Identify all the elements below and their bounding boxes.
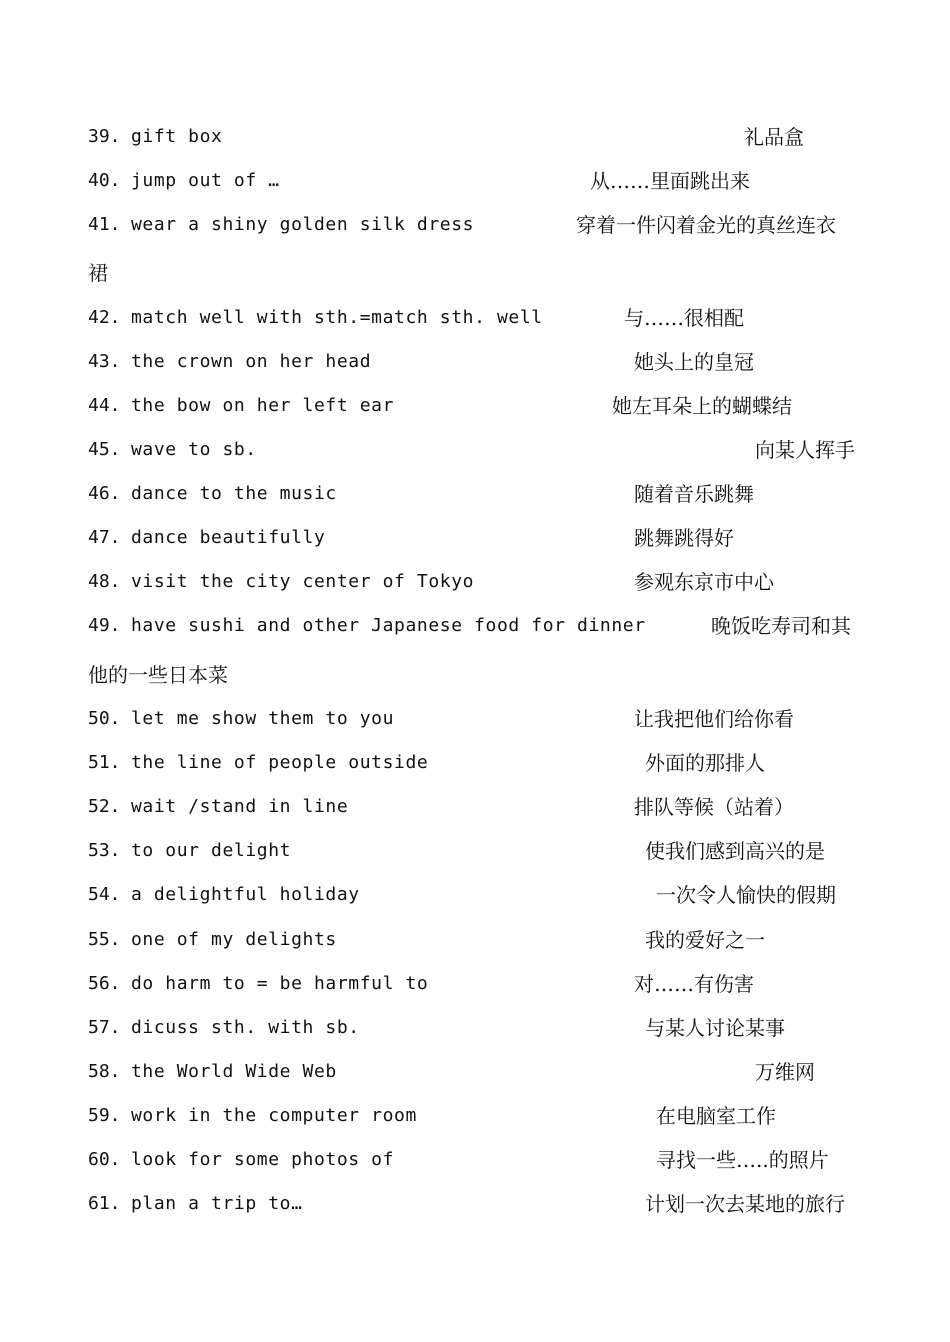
english-phrase: the crown on her head	[131, 351, 372, 372]
list-item	[88, 925, 868, 955]
item-number: 54.	[88, 884, 121, 905]
list-item	[88, 347, 868, 377]
chinese-translation: 随着音乐跳舞	[634, 482, 754, 506]
chinese-translation: 与……很相配	[624, 306, 744, 330]
list-item	[88, 303, 868, 333]
list-item	[88, 1189, 868, 1219]
list-item	[88, 567, 868, 597]
item-number: 48.	[88, 571, 121, 592]
chinese-translation: 从……里面跳出来	[590, 169, 750, 193]
english-phrase: visit the city center of Tokyo	[131, 571, 475, 592]
item-number: 56.	[88, 973, 121, 994]
english-phrase: have sushi and other Japanese food for dinner	[131, 615, 646, 636]
english-phrase: jump out of …	[131, 170, 280, 191]
chinese-translation: 计划一次去某地的旅行	[645, 1192, 845, 1216]
item-number: 53.	[88, 840, 121, 861]
english-phrase: the line of people outside	[131, 752, 429, 773]
chinese-translation-continued: 他的一些日本菜	[88, 663, 228, 687]
english-phrase: the bow on her left ear	[131, 395, 395, 416]
list-item	[88, 836, 868, 866]
chinese-translation: 外面的那排人	[645, 751, 765, 775]
list-item	[88, 122, 868, 152]
chinese-translation: 我的爱好之一	[645, 928, 765, 952]
english-phrase: the World Wide Web	[131, 1061, 337, 1082]
chinese-translation: 她左耳朵上的蝴蝶结	[612, 394, 792, 418]
item-number: 60.	[88, 1149, 121, 1170]
item-number: 39.	[88, 126, 121, 147]
list-item	[88, 1013, 868, 1043]
english-phrase: dance to the music	[131, 483, 337, 504]
english-phrase: match well with sth.=match sth. well	[131, 307, 543, 328]
item-number: 46.	[88, 483, 121, 504]
chinese-translation: 与某人讨论某事	[645, 1016, 785, 1040]
chinese-translation-continued: 裙	[88, 261, 108, 285]
english-phrase: wave to sb.	[131, 439, 257, 460]
chinese-translation: 对……有伤害	[634, 972, 754, 996]
list-item	[88, 479, 868, 509]
item-number: 61.	[88, 1193, 121, 1214]
chinese-translation: 她头上的皇冠	[634, 350, 754, 374]
list-item	[88, 704, 868, 734]
chinese-translation: 晚饭吃寿司和其	[711, 614, 851, 638]
item-number: 50.	[88, 708, 121, 729]
chinese-translation: 使我们感到高兴的是	[645, 839, 825, 863]
english-phrase: let me show them to you	[131, 708, 395, 729]
list-item	[88, 166, 868, 196]
list-item	[88, 1145, 868, 1175]
list-item	[88, 1057, 868, 1087]
item-number: 57.	[88, 1017, 121, 1038]
english-phrase: dicuss sth. with sb.	[131, 1017, 360, 1038]
english-phrase: one of my delights	[131, 929, 337, 950]
item-number: 45.	[88, 439, 121, 460]
item-number: 40.	[88, 170, 121, 191]
chinese-translation: 万维网	[755, 1060, 815, 1084]
english-phrase: a delightful holiday	[131, 884, 360, 905]
list-item	[88, 523, 868, 553]
item-number: 42.	[88, 307, 121, 328]
chinese-translation: 在电脑室工作	[656, 1104, 776, 1128]
item-number: 51.	[88, 752, 121, 773]
item-number: 47.	[88, 527, 121, 548]
item-number: 59.	[88, 1105, 121, 1126]
chinese-translation: 一次令人愉快的假期	[656, 883, 836, 907]
chinese-translation: 跳舞跳得好	[634, 526, 734, 550]
item-number: 43.	[88, 351, 121, 372]
english-phrase: wear a shiny golden silk dress	[131, 214, 475, 235]
english-phrase: dance beautifully	[131, 527, 326, 548]
item-number: 55.	[88, 929, 121, 950]
english-phrase: wait /stand in line	[131, 796, 349, 817]
english-phrase: to our delight	[131, 840, 292, 861]
english-phrase: gift box	[131, 126, 223, 147]
chinese-translation: 向某人挥手	[755, 438, 855, 462]
item-number: 44.	[88, 395, 121, 416]
list-item	[88, 435, 868, 465]
chinese-translation: 排队等候（站着）	[634, 795, 794, 819]
chinese-translation: 礼品盒	[744, 125, 804, 149]
list-item	[88, 1101, 868, 1131]
list-item	[88, 210, 868, 240]
list-item	[88, 880, 868, 910]
list-item	[88, 969, 868, 999]
english-phrase: plan a trip to…	[131, 1193, 303, 1214]
list-item	[88, 611, 868, 641]
english-phrase: work in the computer room	[131, 1105, 417, 1126]
list-item	[88, 391, 868, 421]
item-number: 58.	[88, 1061, 121, 1082]
chinese-translation: 参观东京市中心	[634, 570, 774, 594]
item-number: 49.	[88, 615, 121, 636]
english-phrase: look for some photos of	[131, 1149, 395, 1170]
english-phrase: do harm to = be harmful to	[131, 973, 429, 994]
chinese-translation: 让我把他们给你看	[634, 707, 794, 731]
chinese-translation: 穿着一件闪着金光的真丝连衣	[576, 213, 836, 237]
list-item	[88, 792, 868, 822]
item-number: 52.	[88, 796, 121, 817]
item-number: 41.	[88, 214, 121, 235]
list-item	[88, 748, 868, 778]
chinese-translation: 寻找一些…..的照片	[656, 1148, 829, 1172]
